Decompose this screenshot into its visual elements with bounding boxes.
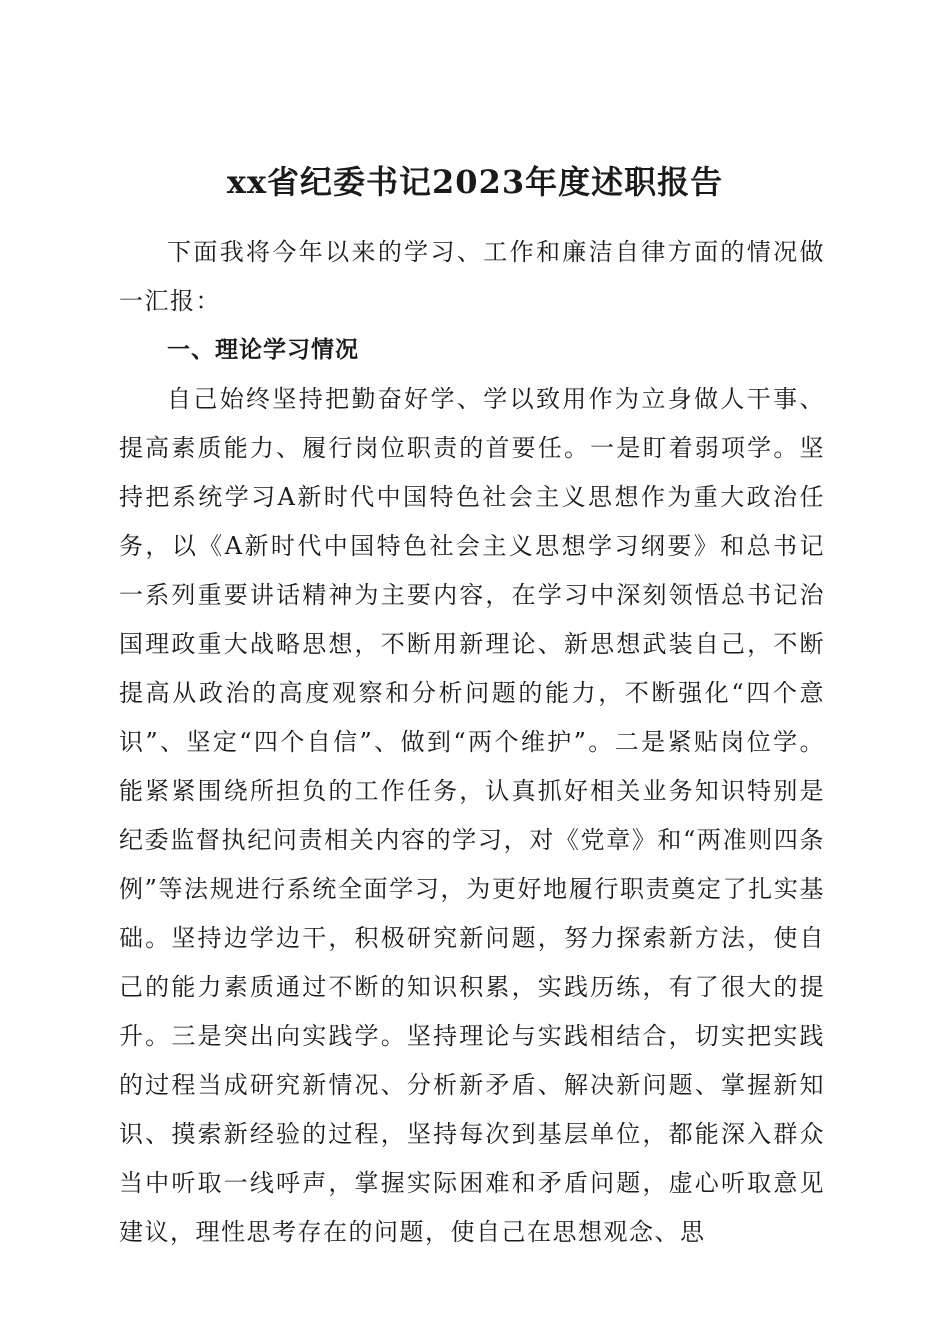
document-body <box>119 228 825 1257</box>
section-heading: 一、理论学习情况 <box>167 337 359 363</box>
body-paragraph: 自己始终坚持把勤奋好学、学以致用作为立身做人干事、提高素质能力、履行岗位职责的首要任。一是盯着弱项学。坚持把系统学习A新时代中国特色社会主义思想作为重大政治任务，以《A新时代中国特色社会主义思想学习纲要》和总书记一系列重要讲话精神为主要内容，在学习中深刻领悟总书记治国理政重大战略思想，不断用新理论、新思想武装自己，不断提高从政治的高度观察和分析问题的能力，不断强化“四个意识”、坚定“四个自信”、做到“两个维护”。二是紧贴岗位学。能紧紧围绕所担负的工作任务，认真抓好相关业务知识特别是纪委监督执纪问责相关内容的学习，对《党章》和“两准则四条例”等法规进行系统全面学习，为更好地履行职责奠定了扎实基础。坚持边学边干，积极研究新问题，努力探索新方法，使自己的能力素质通过不断的知识积累，实践历练，有了很大的提升。三是突出向实践学。坚持理论与实践相结合，切实把实践的过程当成研究新情况、分析新矛盾、解决新问题、掌握新知识、摸索新经验的过程，坚持每次到基层单位，都能深入群众当中听取一线呼声，掌握实际困难和矛盾问题，虚心听取意见建议，理性思考存在的问题，使自己在思想观念、思 <box>119 385 825 1246</box>
document-title: xx省纪委书记2023年度述职报告 <box>226 163 724 202</box>
intro-paragraph: 下面我将今年以来的学习、工作和廉洁自律方面的情况做一汇报： <box>119 238 825 315</box>
